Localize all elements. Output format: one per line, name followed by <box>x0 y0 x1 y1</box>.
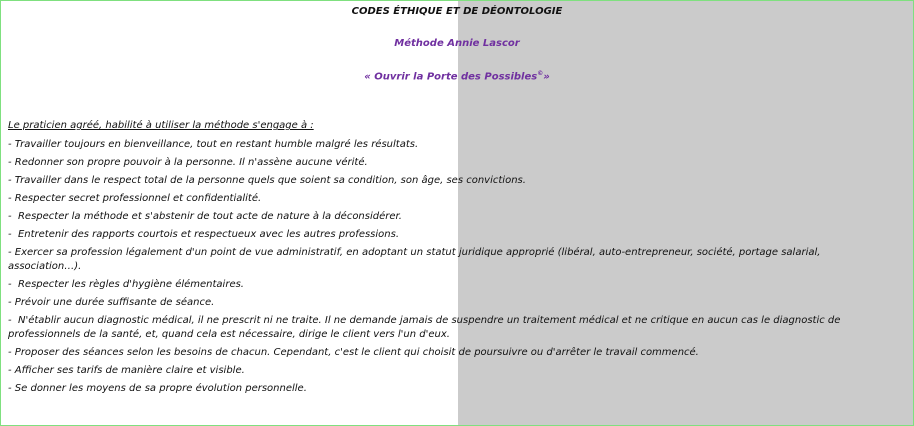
rule-item: - Entretenir des rapports courtois et respectueux avec les autres professions. <box>8 229 400 240</box>
rule-item: - Travailler toujours en bienveillance, tout en restant humble malgré les résultats. <box>8 139 419 150</box>
rule-item: - Travailler dans le respect total de la personne quels que soient sa condition, son âge, ses convictions. <box>8 175 526 186</box>
rules-intro: Le praticien agréé, habilité à utiliser la méthode s'engage à : <box>8 120 314 131</box>
rule-item: - Respecter les règles d'hygiène élémentaires. <box>8 279 244 290</box>
slogan-text: « Ouvrir la Porte des Possibles <box>364 71 538 83</box>
slogan <box>1 70 913 82</box>
rule-item: - Prévoir une durée suffisante de séance. <box>8 297 215 308</box>
rule-item: - Afficher ses tarifs de manière claire et visible. <box>8 365 245 376</box>
rule-item: - Redonner son propre pouvoir à la personne. Il n'assène aucune vérité. <box>8 157 368 168</box>
document-content <box>1 1 913 425</box>
rule-item: - Respecter la méthode et s'abstenir de tout acte de nature à la déconsidérer. <box>8 211 402 222</box>
rule-item: - Proposer des séances selon les besoins de chacun. Cependant, c'est le client qui choisit de poursuivre ou d'arrêter le travail commencé. <box>8 347 699 358</box>
copyright-mark: © <box>537 70 544 77</box>
rule-item: - N'établir aucun diagnostic médical, il ne prescrit ni ne traite. Il ne demande jamais de suspendre un traitement médical et ne critique en aucun cas le diagnostic de professionnels de la santé, et, quand cela est nécessaire, dirige le client vers l'un d'eux. <box>8 315 844 340</box>
rule-item: - Respecter secret professionnel et confidentialité. <box>8 193 262 204</box>
page-title: CODES ÉTHIQUE ET DE DÉONTOLOGIE <box>351 6 563 17</box>
rule-item: - Exercer sa profession légalement d'un point de vue administratif, en adoptant un statut juridique approprié (libéral, auto-entrepreneur, société, portage salarial, association…). <box>8 247 824 272</box>
rules-list <box>8 138 888 400</box>
method-name: Méthode Annie Lascor <box>394 38 520 49</box>
slogan-closing-quote: » <box>543 71 550 83</box>
method-subtitle <box>1 38 913 49</box>
rule-item: - Se donner les moyens de sa propre évolution personnelle. <box>8 383 307 394</box>
